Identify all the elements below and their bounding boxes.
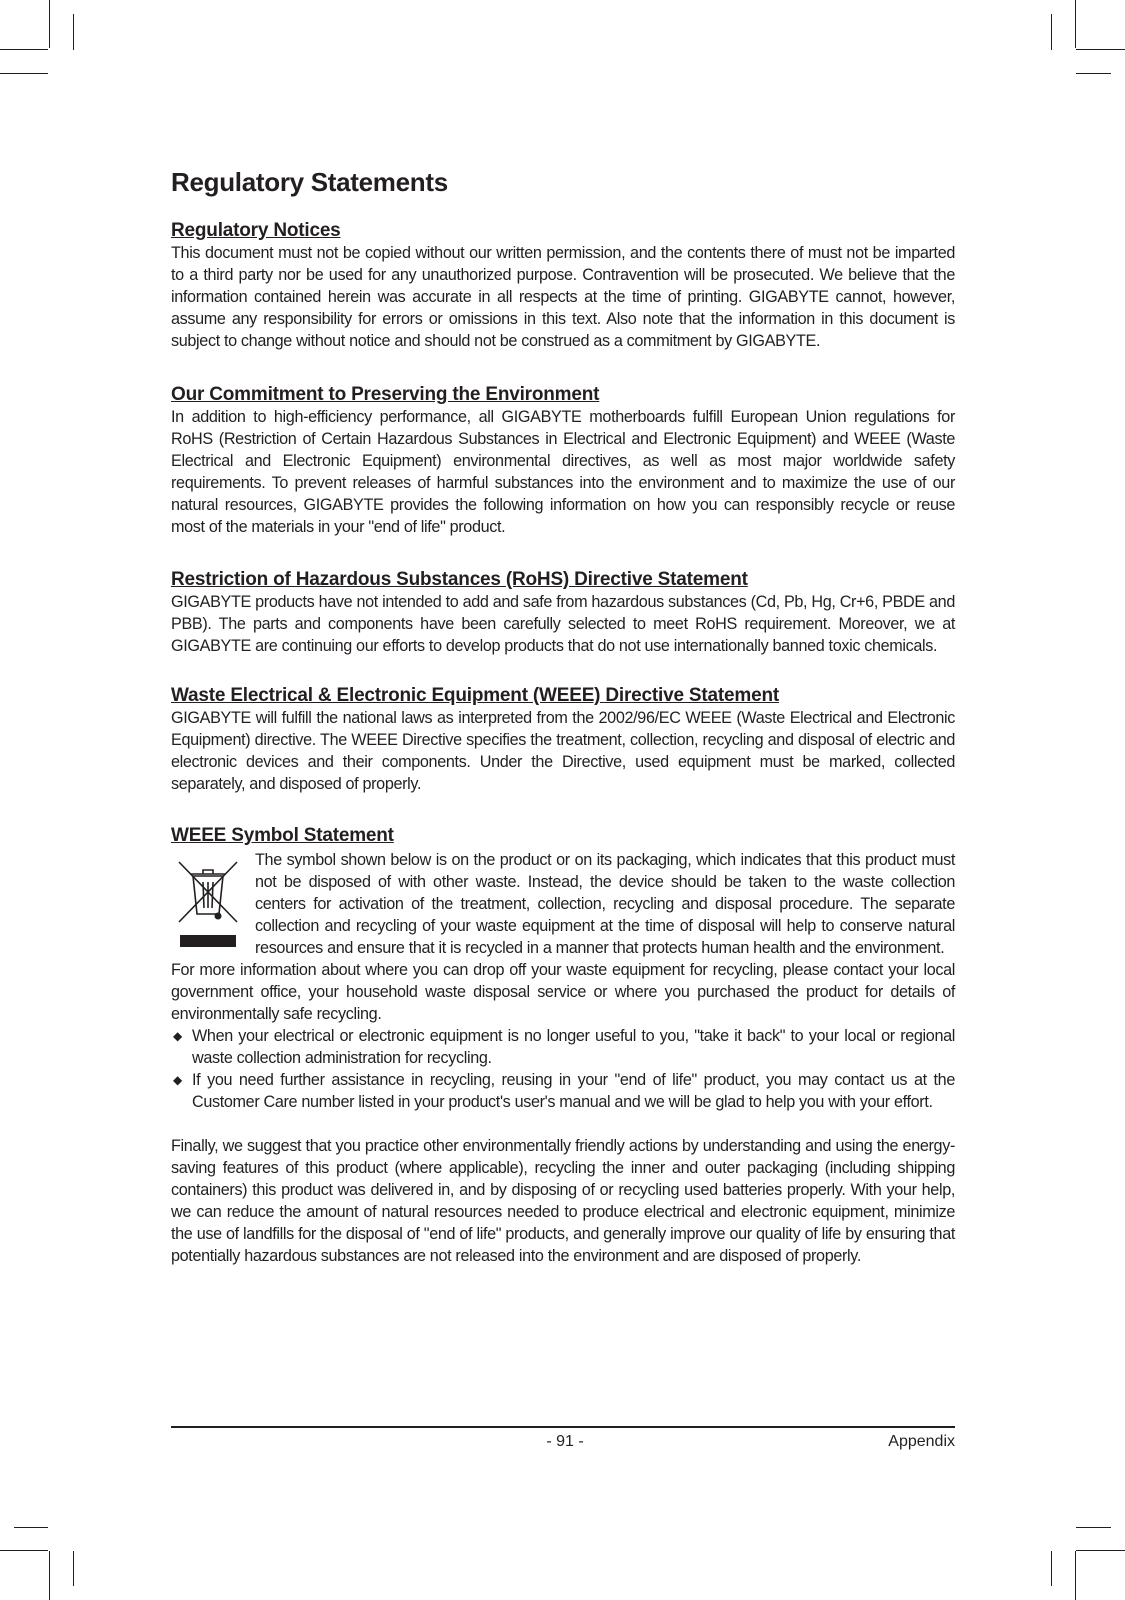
list-item	[171, 1069, 955, 1113]
section-rohs-statement	[171, 569, 955, 657]
section-heading: Restriction of Hazardous Substances (RoHS) Directive Statement	[171, 569, 748, 590]
bullet-text: If you need further assistance in recycling, reusing in your "end of life" product, you may contact us at the Customer Care number listed in your product's user's manual and we will be glad to help you with your effort.	[192, 1071, 955, 1111]
more-info-text: For more information about where you can drop off your waste equipment for recycling, please contact your local government office, your household waste disposal service or where you purchased the product for details of environmentally safe recycling.	[171, 961, 955, 1023]
bullet-list	[171, 1025, 955, 1113]
page-number: - 91 -	[546, 1433, 584, 1450]
section-heading: Waste Electrical & Electronic Equipment (WEEE) Directive Statement	[171, 685, 779, 706]
bullet-text: When your electrical or electronic equipment is no longer useful to you, "take it back" to your local or regional waste collection administration for recycling.	[192, 1027, 955, 1067]
section-heading: Regulatory Notices	[171, 220, 341, 241]
section-weee-symbol	[171, 825, 955, 847]
section-heading: WEEE Symbol Statement	[171, 825, 394, 846]
section-heading: Our Commitment to Preserving the Environment	[171, 384, 600, 405]
footer-section-name: Appendix	[888, 1433, 955, 1450]
section-body: GIGABYTE will fulfill the national laws as interpreted from the 2002/96/EC WEEE (Waste Electrical and Electronic Equipment) directive. The WEEE Directive specifies the treatment, collection, recycling and disposal of electric and electronic devices and their components. Under the Directive, used equipment must be marked, collected separately, and disposed of properly.	[171, 709, 955, 793]
section-weee-directive	[171, 685, 955, 795]
crossed-out-wheeled-bin-icon	[171, 858, 245, 950]
diamond-bullet-icon: ◆	[173, 1073, 182, 1087]
list-item	[171, 1025, 955, 1069]
page-title: Regulatory Statements	[171, 167, 448, 197]
weee-more-info	[171, 959, 955, 1267]
section-regulatory-notices	[171, 220, 955, 352]
weee-symbol-text: The symbol shown below is on the product or on its packaging, which indicates that this product must not be disposed of with other waste. Instead, the device should be taken to the waste collection centers for activation of the treatment, collection, recycling and disposal procedure. The separate collection and recycling of your waste equipment at the time of disposal will help to conserve natural resources and ensure that it is recycled in a manner that protects human health and the environment.	[255, 851, 955, 957]
closing-paragraph: Finally, we suggest that you practice other environmentally friendly actions by understanding and using the energy-saving features of this product (where applicable), recycling the inner and outer packaging (including shipping containers) this product was delivered in, and by disposing of or recycling used batteries properly. With your help, we can reduce the amount of natural resources needed to produce electrical and electronic equipment, minimize the use of landfills for the disposal of "end of life" products, and generally improve our quality of life by ensuring that potentially hazardous substances are not released into the environment and are disposed of properly.	[171, 1137, 955, 1265]
weee-symbol-paragraph	[255, 849, 955, 959]
section-environment-commitment	[171, 384, 955, 538]
section-body: GIGABYTE products have not intended to add and safe from hazardous substances (Cd, Pb, Hg, Cr+6, PBDE and PBB). The parts and components have been carefully selected to meet RoHS requirement. Moreover, we at GIGABYTE are continuing our efforts to develop products that do not use internationally banned toxic chemicals.	[171, 593, 955, 655]
section-body: In addition to high-efficiency performance, all GIGABYTE motherboards fulfill European Union regulations for RoHS (Restriction of Certain Hazardous Substances in Electrical and Electronic Equipment) and WEEE (Waste Electrical and Electronic Equipment) environmental directives, as well as most major worldwide safety requirements. To prevent releases of harmful substances into the environment and to maximize the use of our natural resources, GIGABYTE provides the following information on how you can responsibly recycle or reuse most of the materials in your "end of life" product.	[171, 408, 955, 536]
diamond-bullet-icon: ◆	[173, 1029, 182, 1043]
footer-divider	[171, 1426, 955, 1428]
section-body: This document must not be copied without our written permission, and the contents there of must not be imparted to a third party nor be used for any unauthorized purpose. Contravention will be prosecuted. We believe that the information contained herein was accurate in all respects at the time of printing. GIGABYTE cannot, however, assume any responsibility for errors or omissions in this text. Also note that the information in this document is subject to change without notice and should not be construed as a commitment by GIGABYTE.	[171, 244, 955, 350]
